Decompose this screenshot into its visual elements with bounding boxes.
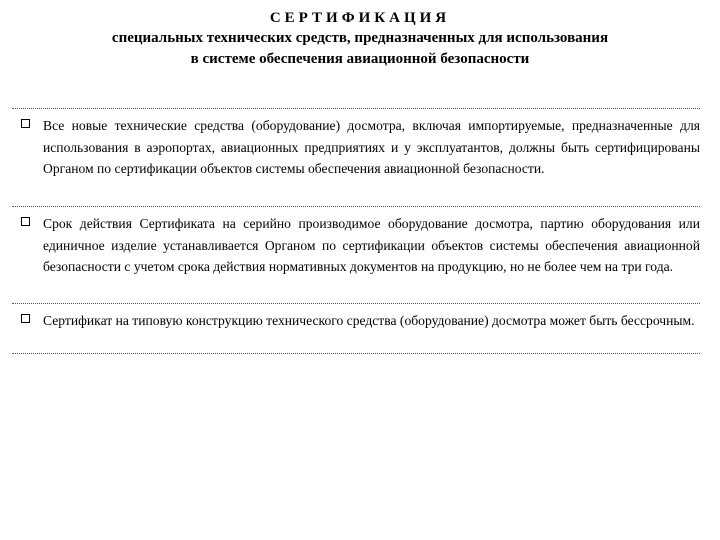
list-item [12, 108, 700, 207]
checkbox-square-icon [21, 119, 30, 128]
list-item [12, 304, 700, 354]
list-item-text: Все новые технические средства (оборудование) досмотра, включая импортируемые, предназначенные для использования в аэропортах, авиационных предприятиях и у эксплуатантов, должны быть сертифицированы Органом по сертификации объектов системы обеспечения авиационной безопасности. [43, 118, 700, 176]
checkbox-square-icon [21, 217, 30, 226]
subtitle-line-2: в системе обеспечения авиационной безопасности [190, 51, 530, 67]
document-header [0, 8, 720, 70]
list-item-text: Срок действия Сертификата на серийно производимое оборудование досмотра, партию оборудования или единичное изделие устанавливается Органом по сертификации объектов системы обеспечения авиационной безопасности с учетом срока действия нормативных документов на продукцию, но не более чем на три года. [43, 216, 700, 274]
checkbox-square-icon [21, 314, 30, 323]
subtitle-line-1: специальных технических средств, предназначенных для использования [111, 30, 609, 46]
list-item-text: Сертификат на типовую конструкцию технического средства (оборудование) досмотра может быть бессрочным. [43, 313, 695, 328]
page-title: СЕРТИФИКАЦИЯ [269, 10, 451, 26]
list-item [12, 207, 700, 304]
requirements-list [12, 108, 700, 354]
